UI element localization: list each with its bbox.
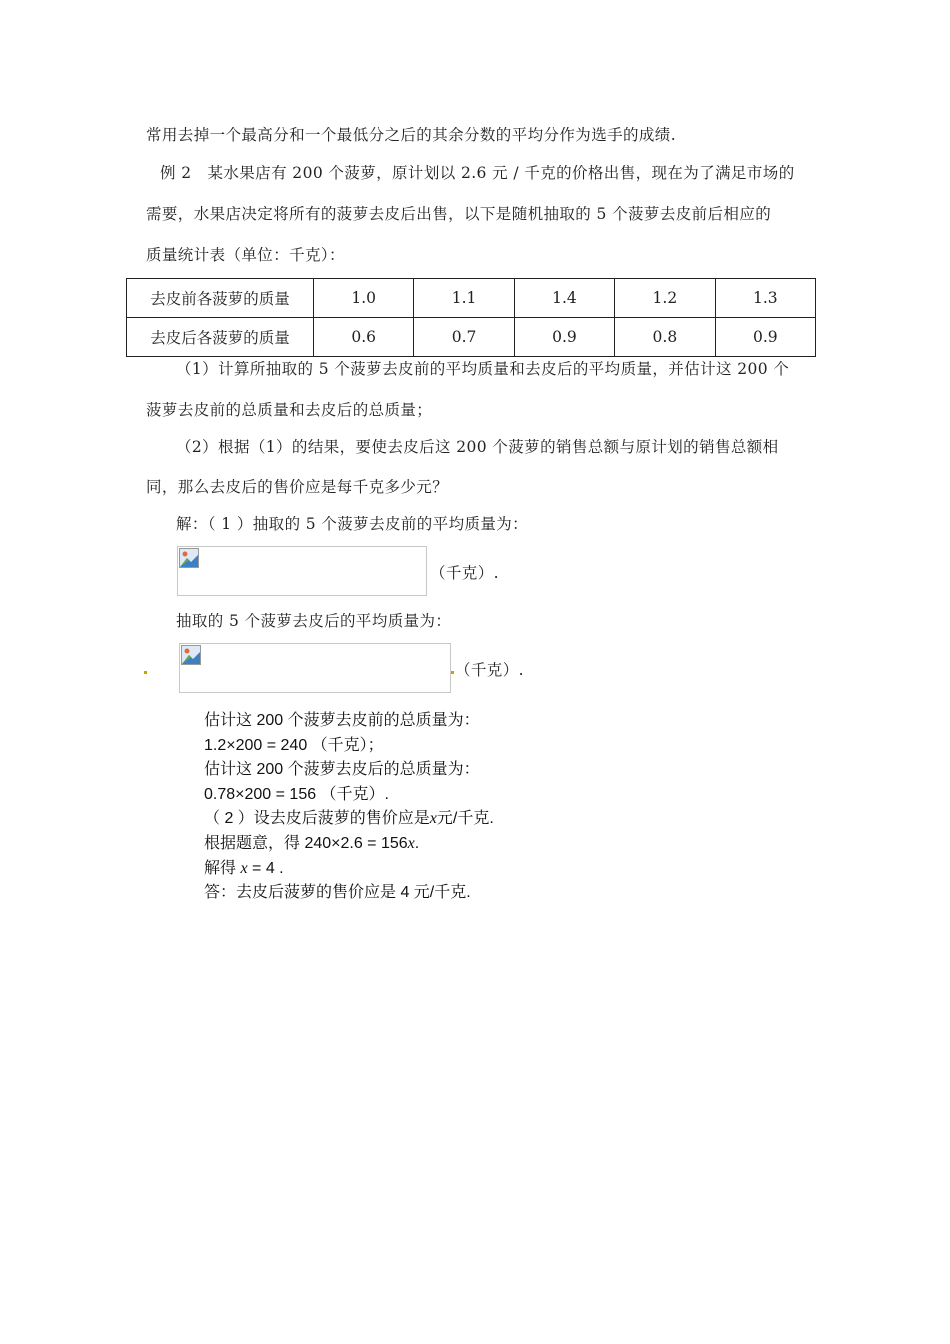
solution-text: . bbox=[414, 835, 420, 852]
anchor-marker bbox=[144, 671, 147, 674]
table-cell: 1.1 bbox=[414, 279, 514, 318]
table-cell: 1.4 bbox=[514, 279, 614, 318]
example-line-1 bbox=[160, 163, 795, 183]
table-cell: 1.3 bbox=[715, 279, 815, 318]
solution-text: 元/千克. bbox=[436, 810, 494, 827]
mass-table bbox=[126, 278, 816, 357]
solution-text: 根据题意，得 240×2.6 = 156 bbox=[204, 835, 408, 852]
table-cell: 0.7 bbox=[414, 318, 514, 357]
table-cell: 1.0 bbox=[314, 279, 414, 318]
solution-image-line-3: 估计这 200 个菠萝去皮后的总质量为： bbox=[204, 761, 480, 778]
example-label: 例 2 bbox=[160, 164, 192, 182]
table-row bbox=[127, 279, 816, 318]
solution-image-line-6 bbox=[204, 833, 419, 855]
solution-image-line-7 bbox=[204, 858, 284, 880]
formula-image-placeholder bbox=[177, 546, 427, 596]
table-cell: 1.2 bbox=[615, 279, 715, 318]
example-line-2: 需要，水果店决定将所有的菠萝去皮后出售，以下是随机抽取的 5 个菠萝去皮前后相应的 bbox=[146, 205, 772, 223]
example-text-1: 某水果店有 200 个菠萝，原计划以 2.6 元 / 千克的价格出售，现在为了满足市场的 bbox=[207, 164, 795, 182]
question-2-line-1: （2）根据（1）的结果，要使去皮后这 200 个菠萝的销售总额与原计划的销售总额相 bbox=[176, 438, 779, 456]
broken-image-icon bbox=[181, 645, 201, 665]
solution-text: 解得 bbox=[204, 860, 237, 877]
solution-image-line-2: 1.2×200 = 240 （千克）； bbox=[204, 737, 384, 754]
solution-image-line-4: 0.78×200 = 156 （千克）. bbox=[204, 786, 390, 803]
table-row bbox=[127, 318, 816, 357]
example-line-3: 质量统计表（单位：千克）： bbox=[146, 246, 345, 264]
table-cell: 0.9 bbox=[715, 318, 815, 357]
solution-image-line-8: 答：去皮后菠萝的售价应是 4 元/千克. bbox=[204, 884, 471, 901]
question-1-line-1: （1）计算所抽取的 5 个菠萝去皮前的平均质量和去皮后的平均质量，并估计这 200 个 bbox=[176, 360, 790, 378]
question-2-line-2: 同，那么去皮后的售价应是每千克多少元？ bbox=[146, 478, 449, 496]
solution-text: = 4 . bbox=[247, 860, 284, 877]
table-cell: 0.6 bbox=[314, 318, 414, 357]
unit-label-2: （千克）. bbox=[455, 661, 524, 679]
variable-x: x bbox=[407, 835, 415, 852]
row-header: 去皮后各菠萝的质量 bbox=[127, 318, 314, 357]
solution-image-line-5 bbox=[204, 808, 494, 830]
row-header: 去皮前各菠萝的质量 bbox=[127, 279, 314, 318]
broken-image-icon bbox=[179, 548, 199, 568]
solution-line-2: 抽取的 5 个菠萝去皮后的平均质量为： bbox=[176, 612, 452, 630]
solution-text: （ 2 ）设去皮后菠萝的售价应是 bbox=[204, 810, 430, 827]
variable-x: x bbox=[429, 810, 437, 827]
table-cell: 0.9 bbox=[514, 318, 614, 357]
formula-image-placeholder bbox=[179, 643, 451, 693]
variable-x: x bbox=[240, 860, 248, 877]
unit-label-1: （千克）. bbox=[430, 564, 499, 582]
question-1-line-2: 菠萝去皮前的总质量和去皮后的总质量； bbox=[146, 401, 433, 419]
solution-line-1: 解：（ 1 ）抽取的 5 个菠萝去皮前的平均质量为： bbox=[176, 515, 529, 533]
solution-image-line-1: 估计这 200 个菠萝去皮前的总质量为： bbox=[204, 712, 480, 729]
anchor-marker bbox=[451, 671, 454, 674]
intro-line: 常用去掉一个最高分和一个最低分之后的其余分数的平均分作为选手的成绩. bbox=[146, 126, 677, 144]
table-cell: 0.8 bbox=[615, 318, 715, 357]
